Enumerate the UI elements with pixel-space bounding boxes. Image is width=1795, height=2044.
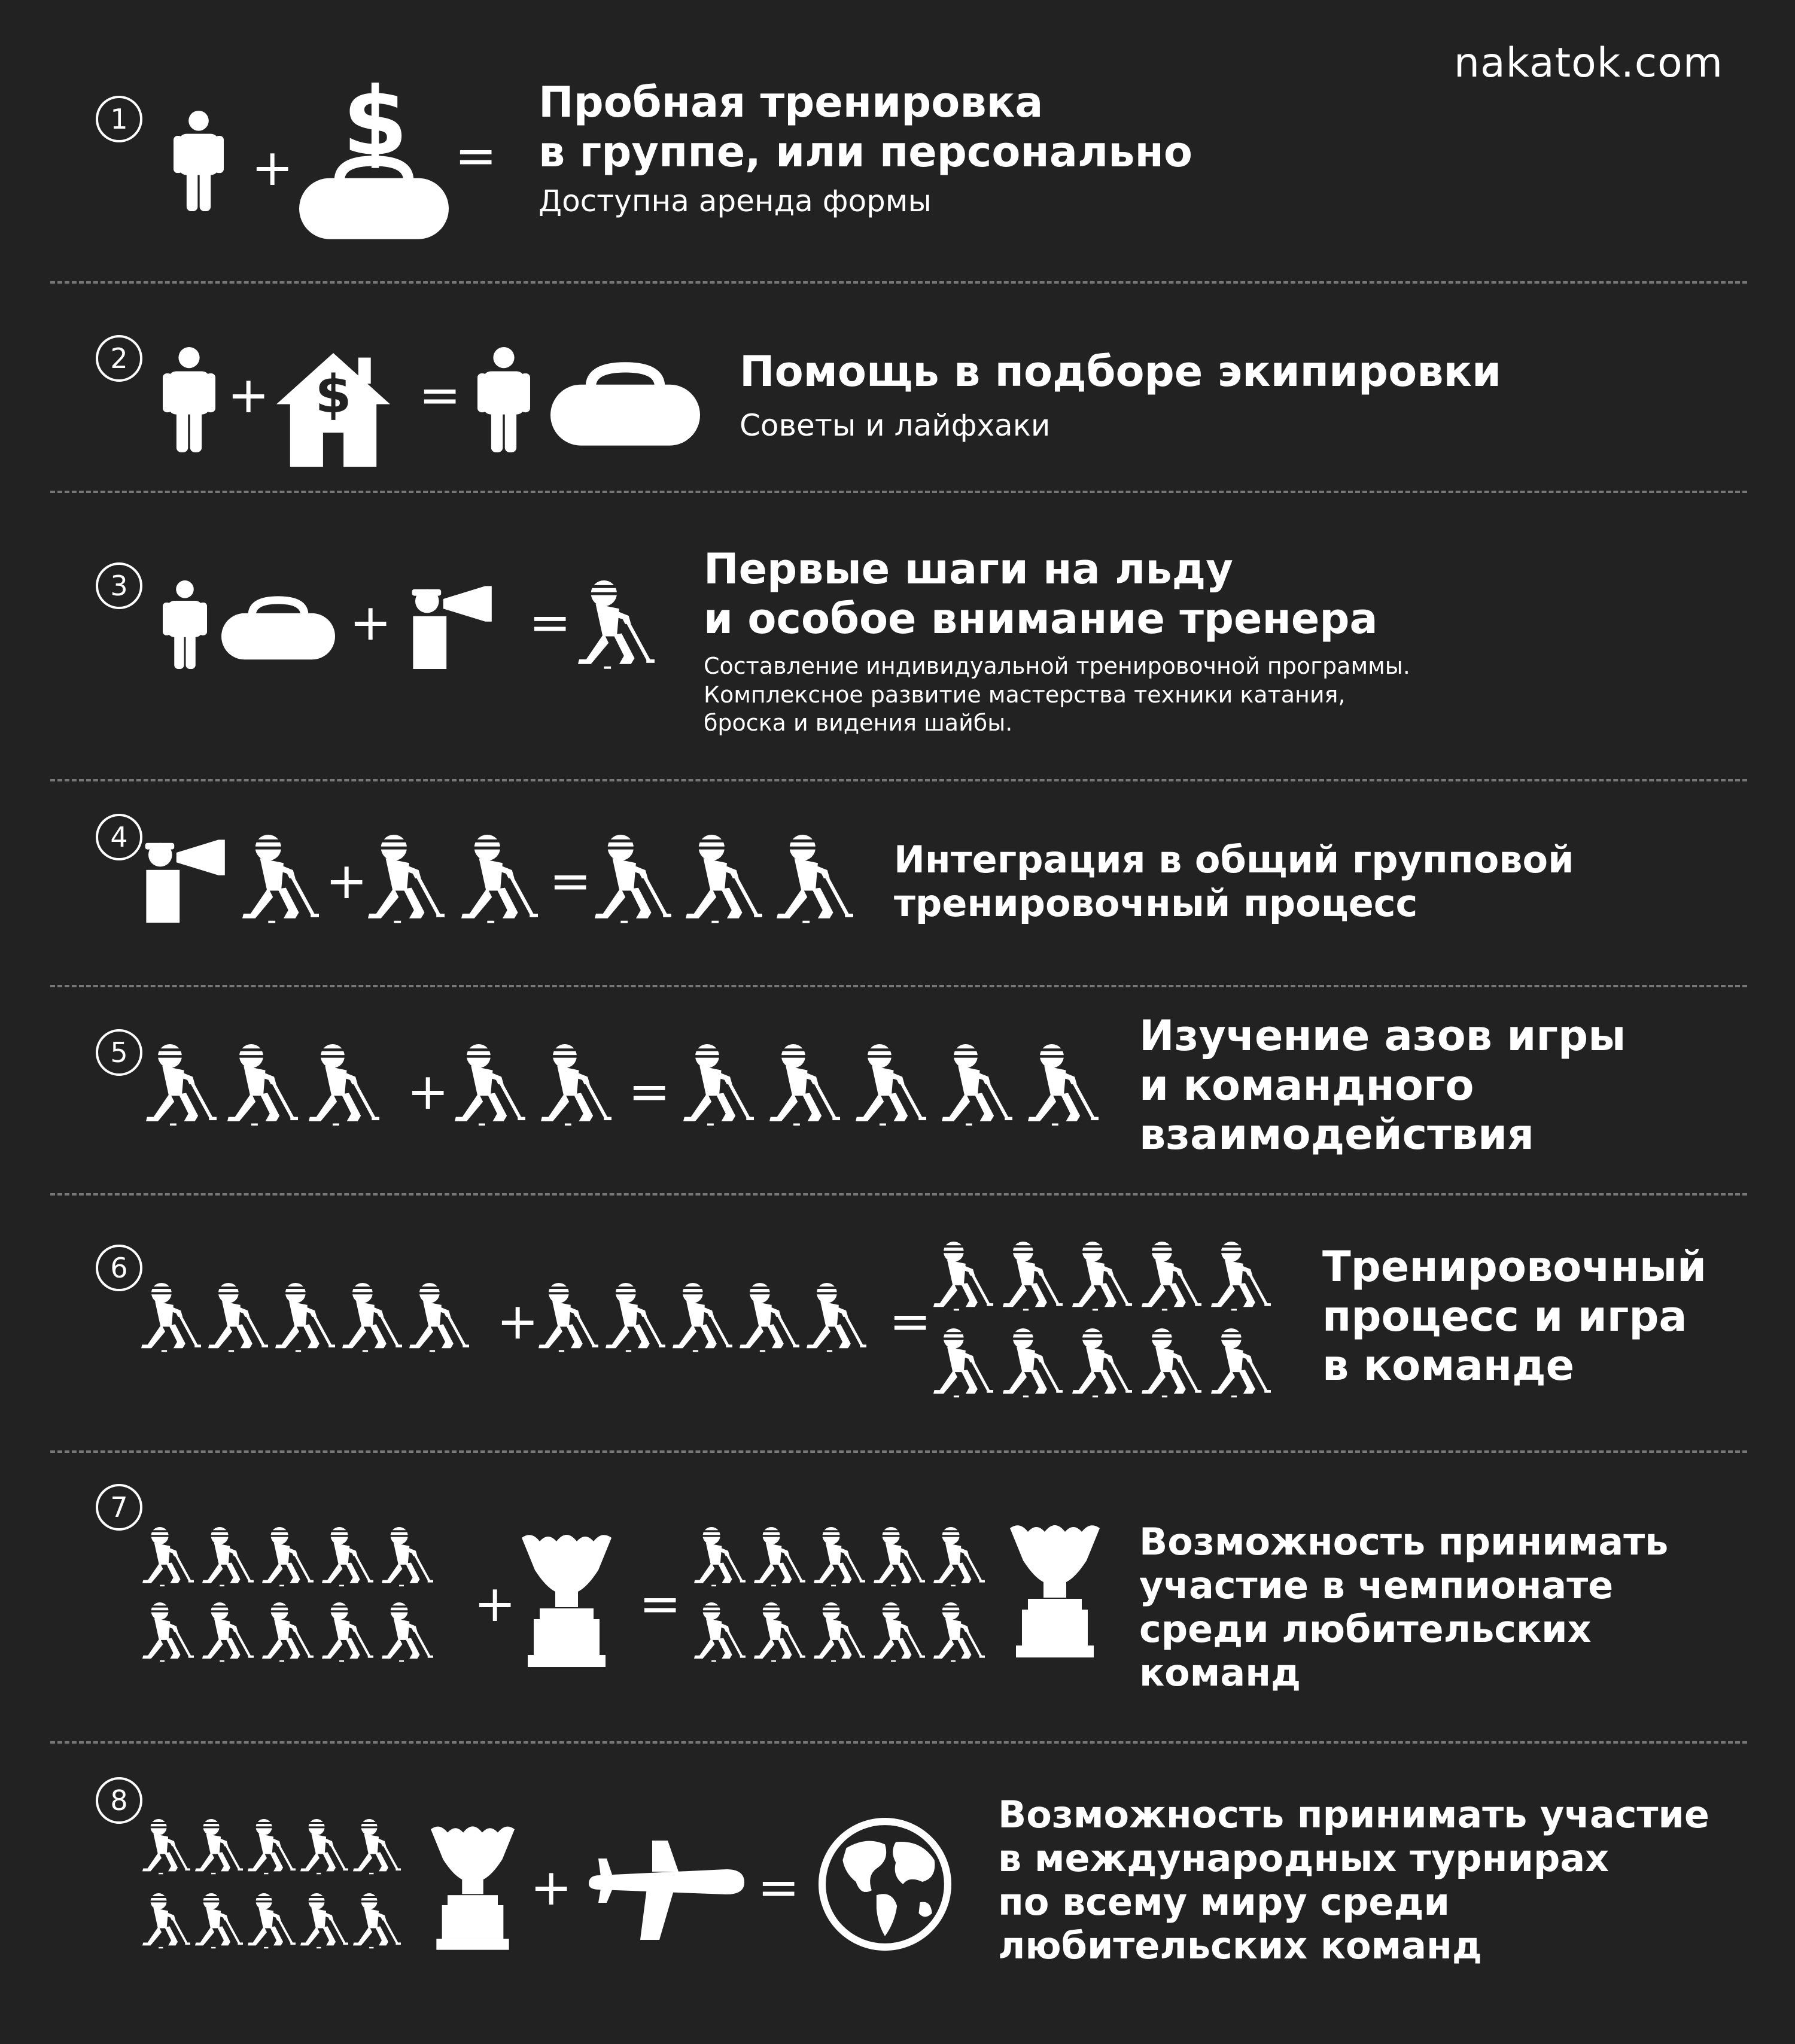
step-number: 7 xyxy=(96,1484,142,1531)
hockey-player-icon xyxy=(202,1602,254,1662)
hockey-player-icon xyxy=(142,1602,194,1662)
step-title xyxy=(740,347,1501,397)
hockey-player-icon xyxy=(1072,1328,1132,1397)
hockey-player-icon xyxy=(275,1283,335,1352)
step-title xyxy=(1139,1011,1626,1160)
hockey-player-icon xyxy=(1142,1242,1201,1310)
hockey-player-icon xyxy=(242,835,319,923)
step-number: 2 xyxy=(96,335,142,382)
step-number: 8 xyxy=(96,1777,142,1824)
hockey-player-icon xyxy=(856,1044,926,1126)
step-number: 3 xyxy=(96,562,142,609)
step-title-line: и особое внимание тренера xyxy=(704,594,1378,643)
equipment-bag-icon xyxy=(550,365,700,446)
step-subtitle xyxy=(538,182,932,220)
step-title-line: Пробная тренировка xyxy=(538,78,1043,127)
step-title-line: среди любительских xyxy=(1139,1607,1592,1651)
hockey-player-icon xyxy=(874,1602,925,1662)
equals-sign: = xyxy=(549,851,592,910)
step-title-line: Возможность принимать xyxy=(1139,1520,1669,1564)
hockey-player-icon xyxy=(740,1283,799,1352)
hockey-player-icon xyxy=(814,1602,865,1662)
hockey-player-icon xyxy=(933,1242,993,1310)
svg-text:$: $ xyxy=(315,363,352,425)
plus-sign: + xyxy=(251,138,294,197)
hockey-player-icon xyxy=(933,1602,985,1662)
step-title xyxy=(1139,1520,1668,1695)
step-title-line: в международных турнирах xyxy=(998,1836,1610,1881)
hockey-player-icon xyxy=(1003,1242,1063,1310)
hockey-player-icon xyxy=(578,580,655,669)
step-number: 6 xyxy=(96,1245,142,1291)
equipment-bag-icon xyxy=(221,598,335,659)
hockey-player-icon xyxy=(455,1044,525,1126)
plus-sign: + xyxy=(227,366,270,424)
trophy-cup-icon xyxy=(522,1529,611,1667)
hockey-player-icon xyxy=(694,1527,746,1586)
trophy-cup-icon xyxy=(1010,1520,1100,1657)
hockey-player-icon xyxy=(595,835,671,923)
step-subtitle-line: Комплексное развитие мастерства техники катания, xyxy=(704,681,1346,708)
step-title-line: Помощь в подборе экипировки xyxy=(740,347,1502,396)
step-subtitle xyxy=(740,407,1050,445)
hockey-player-icon xyxy=(368,835,445,923)
hockey-player-icon xyxy=(409,1283,469,1352)
equals-sign: = xyxy=(628,1062,671,1121)
hockey-player-icon xyxy=(754,1527,805,1586)
step-title-line: Тренировочный xyxy=(1322,1242,1707,1291)
hockey-player-icon xyxy=(322,1602,373,1662)
hockey-player-icon xyxy=(538,1283,598,1352)
hockey-player-icon xyxy=(248,1819,296,1874)
step-title xyxy=(894,838,1574,925)
equipment-bag-icon xyxy=(299,159,449,239)
hockey-player-icon xyxy=(942,1044,1012,1126)
step-subtitle-line: Доступна аренда формы xyxy=(538,184,932,218)
section-divider xyxy=(50,491,1747,493)
house-dollar-icon xyxy=(276,353,390,467)
hockey-player-icon xyxy=(300,1893,348,1948)
step-subtitle xyxy=(704,652,1410,738)
equals-sign: = xyxy=(419,366,461,424)
step-title xyxy=(998,1793,1709,1968)
step-title xyxy=(704,545,1378,643)
hockey-player-icon xyxy=(142,1527,194,1586)
hockey-player-icon xyxy=(874,1527,925,1586)
hockey-player-icon xyxy=(248,1893,296,1948)
dollar-icon xyxy=(342,67,408,177)
step-title-line: по всему миру среди xyxy=(998,1880,1450,1924)
step-subtitle-line: броска и видения шайбы. xyxy=(704,710,1013,736)
plus-sign: + xyxy=(530,1858,573,1917)
section-divider xyxy=(50,779,1747,781)
hockey-player-icon xyxy=(686,835,762,923)
step-title-line: Интеграция в общий групповой xyxy=(894,838,1574,881)
hockey-player-icon xyxy=(208,1283,268,1352)
step-title-line: команд xyxy=(1139,1651,1301,1695)
step-subtitle-line: Составление индивидуальной тренировочной программы. xyxy=(704,653,1410,679)
person-icon xyxy=(477,347,530,452)
hockey-player-icon xyxy=(461,835,538,923)
hockey-player-icon xyxy=(683,1044,754,1126)
plus-sign: + xyxy=(349,593,392,652)
plus-sign: + xyxy=(497,1292,539,1350)
section-divider xyxy=(50,1193,1747,1196)
section-divider xyxy=(50,281,1747,284)
hockey-player-icon xyxy=(1211,1328,1271,1397)
plus-sign: + xyxy=(407,1062,449,1121)
hockey-player-icon xyxy=(694,1602,746,1662)
step-title-line: Первые шаги на льду xyxy=(704,545,1233,594)
hockey-player-icon xyxy=(933,1527,985,1586)
step-title-line: и командного xyxy=(1139,1060,1474,1110)
equals-sign: = xyxy=(639,1574,682,1633)
step-title-line: в группе, или персонально xyxy=(538,127,1192,177)
step-title-line: процесс и игра xyxy=(1322,1291,1687,1341)
hockey-player-icon xyxy=(541,1044,611,1126)
hockey-player-icon xyxy=(814,1527,865,1586)
hockey-player-icon xyxy=(300,1819,348,1874)
hockey-player-icon xyxy=(777,835,853,923)
equals-sign: = xyxy=(455,126,497,185)
step-title-line: любительских команд xyxy=(998,1924,1482,1968)
hockey-player-icon xyxy=(933,1328,993,1397)
hockey-player-icon xyxy=(309,1044,379,1126)
hockey-player-icon xyxy=(146,1044,217,1126)
step-title-line: в команде xyxy=(1322,1341,1575,1391)
plus-sign: + xyxy=(325,851,368,910)
hockey-player-icon xyxy=(322,1527,373,1586)
person-icon xyxy=(163,347,215,452)
step-title xyxy=(1322,1242,1706,1391)
hockey-player-icon xyxy=(769,1044,840,1126)
step-title-line: взаимодействия xyxy=(1139,1110,1534,1160)
hockey-player-icon xyxy=(353,1893,401,1948)
hockey-player-icon xyxy=(142,1819,190,1874)
person-icon xyxy=(163,580,207,669)
svg-text:$: $ xyxy=(342,67,408,177)
hockey-player-icon xyxy=(1072,1242,1132,1310)
plus-sign: + xyxy=(474,1574,516,1633)
hockey-player-icon xyxy=(262,1602,314,1662)
hockey-player-icon xyxy=(195,1819,243,1874)
person-icon xyxy=(174,111,224,211)
hockey-player-icon xyxy=(673,1283,732,1352)
hockey-player-icon xyxy=(227,1044,298,1126)
equals-sign: = xyxy=(889,1292,932,1350)
hockey-player-icon xyxy=(353,1819,401,1874)
hockey-player-icon xyxy=(202,1527,254,1586)
coach-megaphone-icon xyxy=(138,837,245,923)
hockey-player-icon xyxy=(382,1527,433,1586)
hockey-player-icon xyxy=(262,1527,314,1586)
trophy-cup-icon xyxy=(431,1821,515,1950)
hockey-player-icon xyxy=(1211,1242,1271,1310)
hockey-player-icon xyxy=(342,1283,402,1352)
step-title-line: тренировочный процесс xyxy=(894,881,1418,926)
step-number: 1 xyxy=(96,96,142,142)
equals-sign: = xyxy=(529,593,571,652)
hockey-player-icon xyxy=(1142,1328,1201,1397)
step-number: 4 xyxy=(96,814,142,860)
section-divider xyxy=(50,1450,1747,1453)
equals-sign: = xyxy=(757,1858,800,1917)
step-title xyxy=(538,78,1192,177)
hockey-player-icon xyxy=(142,1893,190,1948)
hockey-player-icon xyxy=(1028,1044,1099,1126)
step-subtitle-line: Советы и лайфхаки xyxy=(740,408,1051,443)
hockey-player-icon xyxy=(195,1893,243,1948)
step-title-line: Изучение азов игры xyxy=(1139,1011,1626,1060)
coach-megaphone-icon xyxy=(404,583,512,669)
step-title-line: Возможность принимать участие xyxy=(998,1793,1709,1836)
step-number: 5 xyxy=(96,1029,142,1076)
section-divider xyxy=(50,985,1747,987)
globe-icon xyxy=(819,1818,951,1951)
hockey-player-icon xyxy=(807,1283,866,1352)
hockey-player-icon xyxy=(141,1283,201,1352)
section-divider xyxy=(50,1741,1747,1744)
airplane-icon xyxy=(589,1832,744,1940)
site-name: nakatok.com xyxy=(1453,39,1723,87)
step-title-line: участие в чемпионате xyxy=(1139,1564,1614,1608)
hockey-player-icon xyxy=(382,1602,433,1662)
hockey-player-icon xyxy=(754,1602,805,1662)
hockey-player-icon xyxy=(606,1283,665,1352)
hockey-player-icon xyxy=(1003,1328,1063,1397)
